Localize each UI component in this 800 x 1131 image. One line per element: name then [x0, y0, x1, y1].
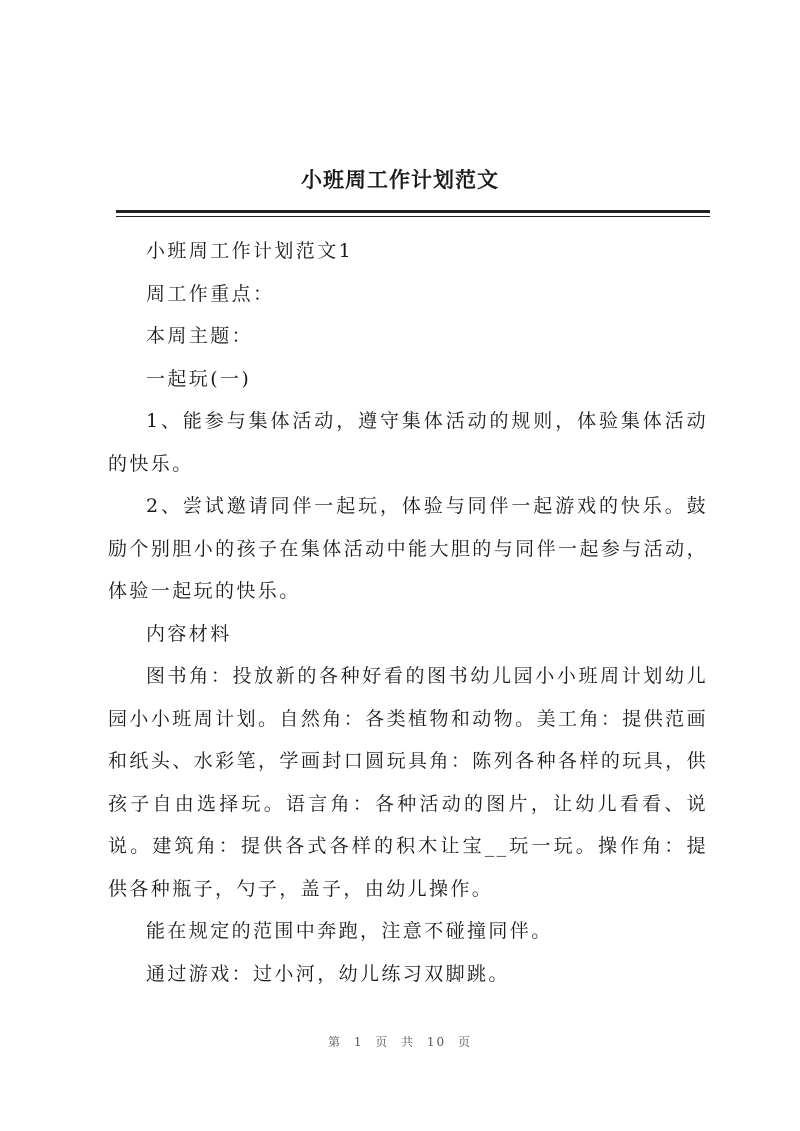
paragraph-goal-2: 2、尝试邀请同伴一起玩，体验与同伴一起游戏的快乐。鼓励个别胆小的孩子在集体活动中能大胆的与同伴一起参与活动，体验一起玩的快乐。 — [108, 495, 708, 602]
document-body — [108, 230, 708, 995]
paragraph-heading: 小班周工作计划范文1 — [146, 240, 354, 262]
page-number-footer: 第 1 页 共 10 页 — [328, 1035, 472, 1049]
paragraph-materials-heading: 内容材料 — [146, 622, 232, 645]
title-divider — [116, 210, 710, 213]
paragraph-game: 通过游戏：过小河，幼儿练习双脚跳。 — [146, 962, 510, 985]
paragraph-theme: 本周主题： — [146, 325, 254, 347]
paragraph-running: 能在规定的范围中奔跑，注意不碰撞同伴。 — [146, 920, 553, 942]
paragraph-theme-name: 一起玩(一) — [146, 367, 252, 390]
paragraph-materials: 图书角：投放新的各种好看的图书幼儿园小小班周计划幼儿园小小班周计划。自然角：各类植物和动物。美工角：提供范画和纸头、水彩笔，学画封口圆玩具角：陈列各种各样的玩具，供孩子自由选择玩。语言角：各种活动的图片，让幼儿看看、说说。建筑角：提供各式各样的积木让宝__玩一玩。操作角：提供各种瓶子，勺子，盖子，由幼儿操作。 — [108, 665, 708, 900]
page-title: 小班周工作计划范文 — [301, 167, 499, 192]
paragraph-goal-1: 1、能参与集体活动，遵守集体活动的规则，体验集体活动的快乐。 — [108, 410, 708, 475]
paragraph-focus: 周工作重点： — [146, 282, 275, 305]
